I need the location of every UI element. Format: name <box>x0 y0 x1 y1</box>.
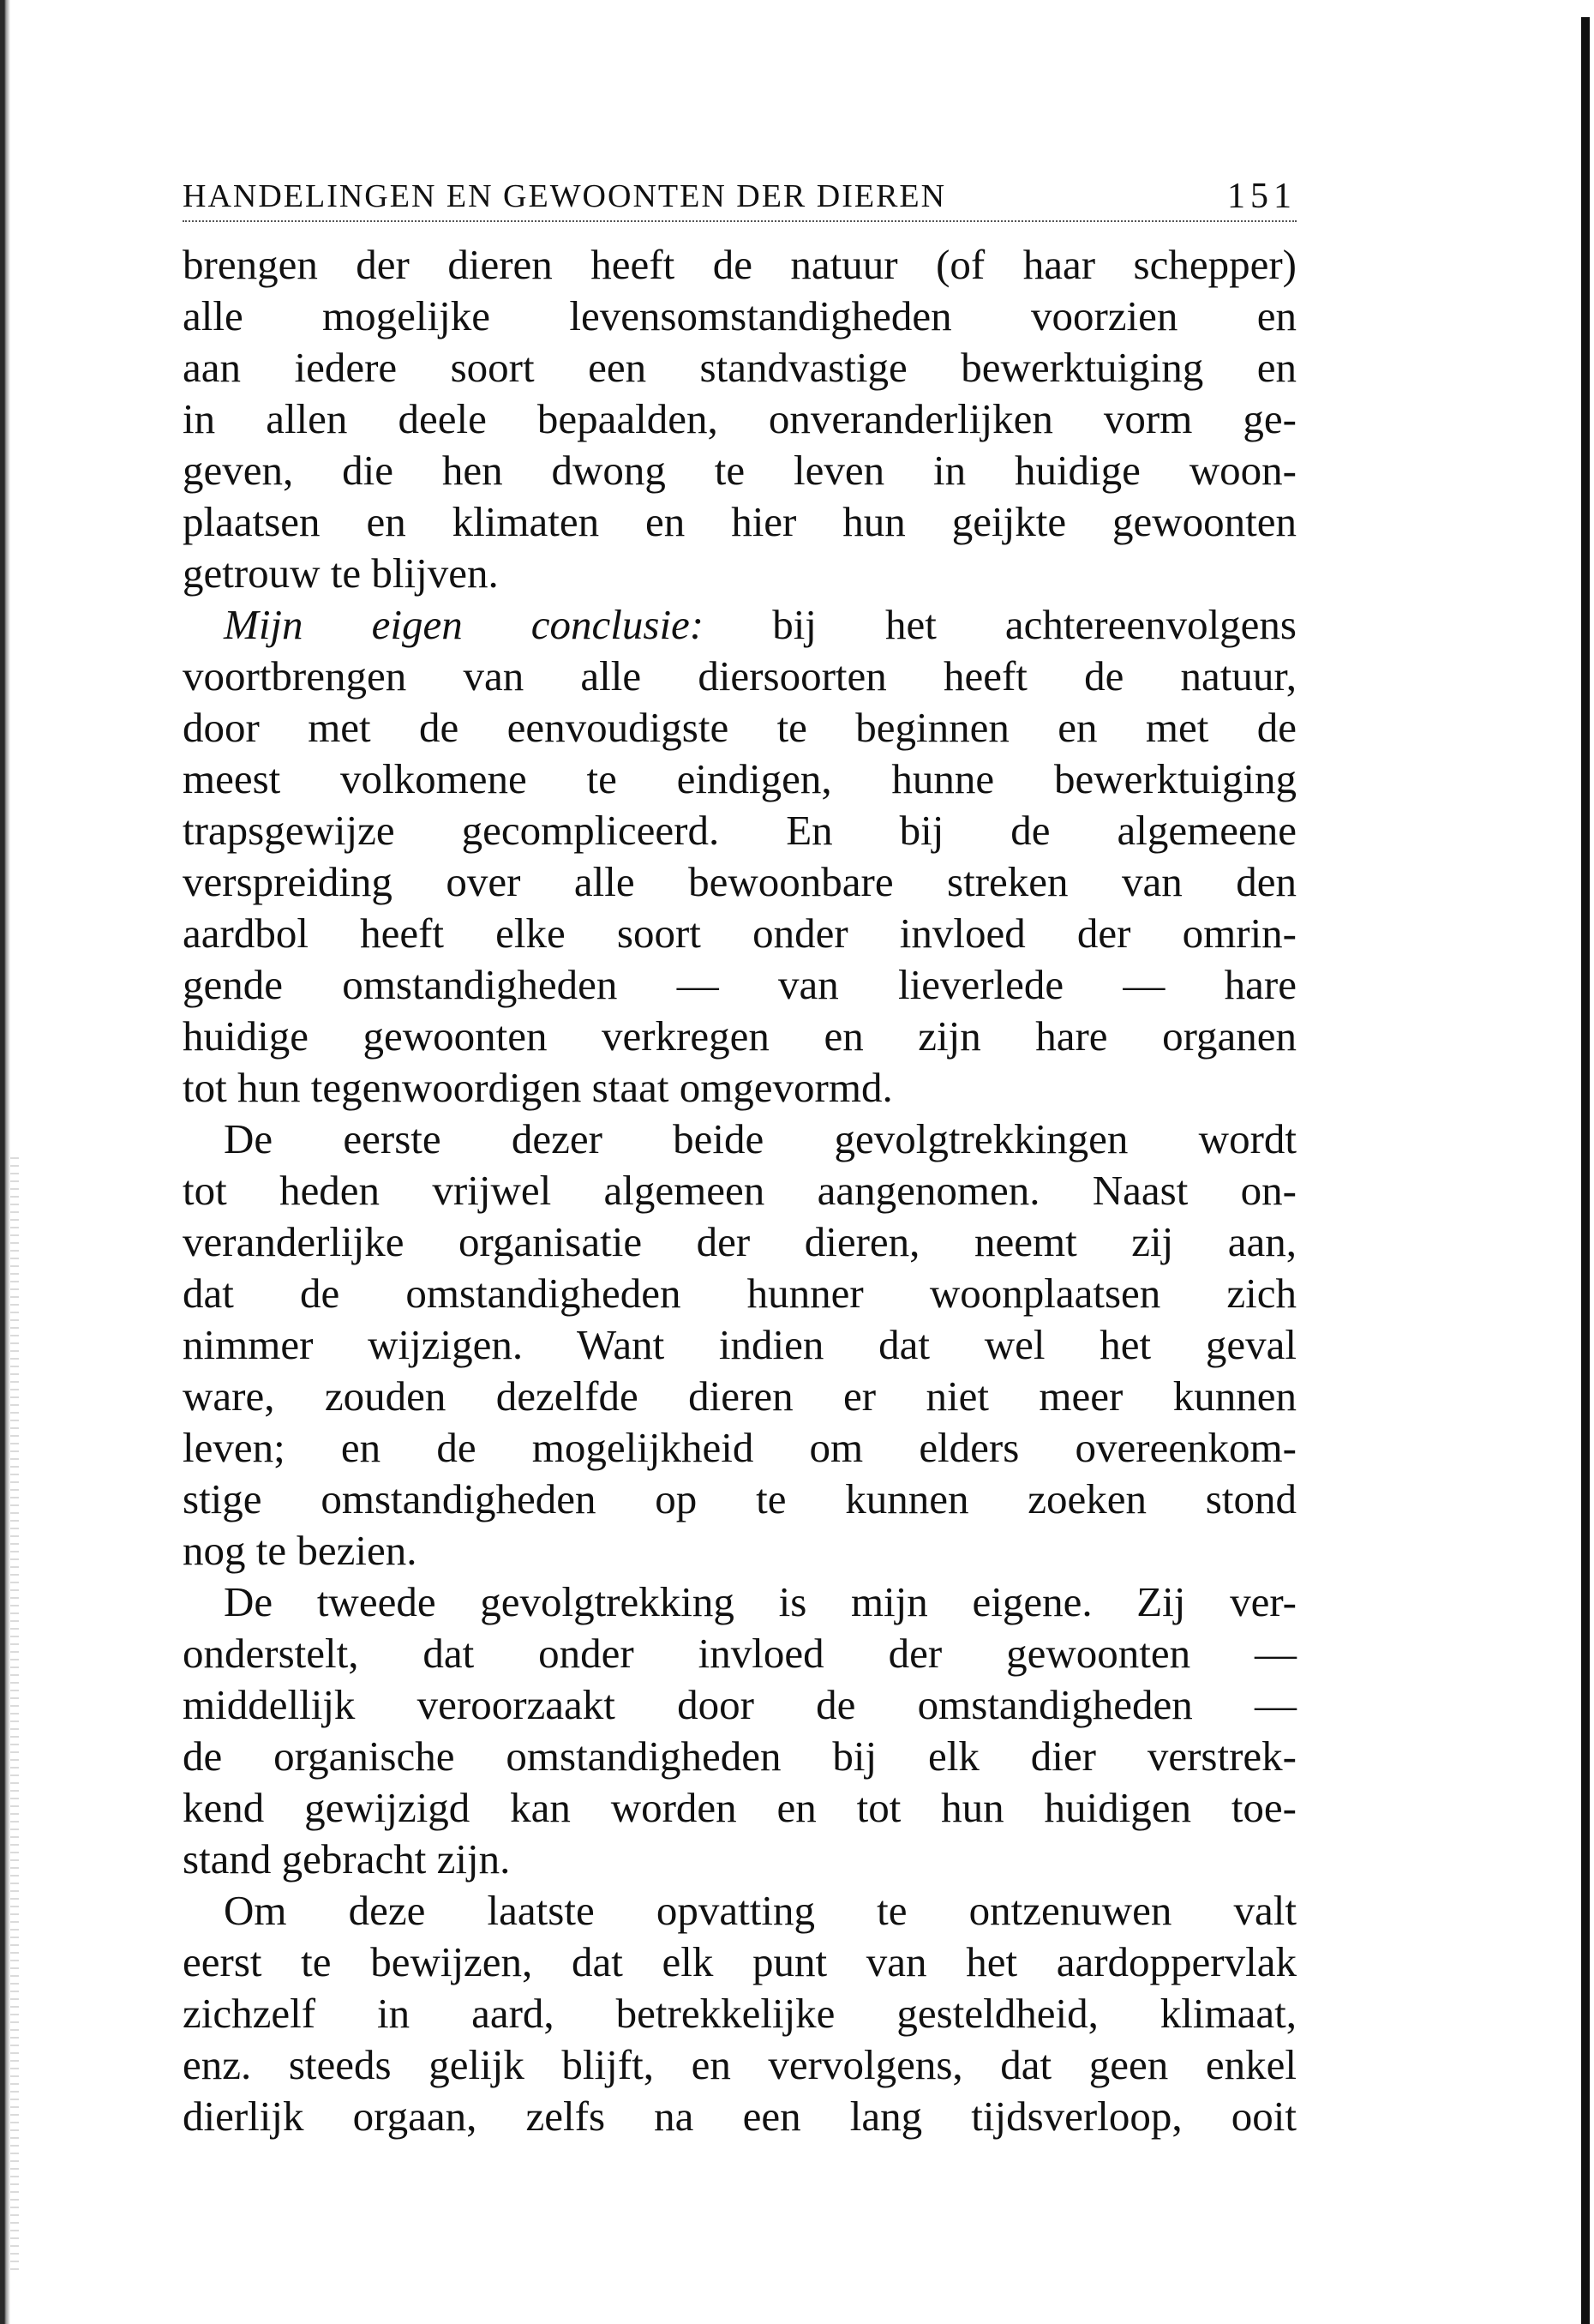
text-line: kend gewijzigd kan worden en tot hun huidigen toe- <box>183 1784 1297 1831</box>
text-line: tot hun tegenwoordigen staat omgevormd. <box>183 1064 893 1111</box>
text-line: leven; en de mogelijkheid om elders overeenkom- <box>183 1424 1297 1471</box>
text-line: huidige gewoonten verkregen en zijn hare organen <box>183 1012 1297 1060</box>
text-line: Om deze laatste opvatting te ontzenuwen valt <box>224 1887 1297 1934</box>
text-line: De tweede gevolgtrekking is mijn eigene. Zij ver- <box>224 1578 1297 1625</box>
body-text <box>183 239 1297 2142</box>
book-page <box>183 176 1297 2142</box>
text-line: dierlijk orgaan, zelfs na een lang tijdsverloop, ooit <box>183 2093 1297 2140</box>
page-scan-edge <box>1581 17 1590 2324</box>
italic-phrase: Mijn eigen conclusie: <box>224 601 704 648</box>
text-line: enz. steeds gelijk blijft, en vervolgens, dat geen enkel <box>183 2041 1297 2088</box>
text-line: verspreiding over alle bewoonbare streken van den <box>183 858 1297 905</box>
running-head-title: HANDELINGEN EN GEWOONTEN DER DIEREN <box>183 178 947 214</box>
page-binding-texture <box>10 1157 19 2272</box>
text-line: alle mogelijke levensomstandigheden voorzien en <box>183 292 1297 339</box>
text-line: eerst te bewijzen, dat elk punt van het aardoppervlak <box>183 1938 1297 1985</box>
text-line: dat de omstandigheden hunner woonplaatsen zich <box>183 1270 1297 1317</box>
text-line: veranderlijke organisatie der dieren, neemt zij aan, <box>183 1218 1297 1265</box>
text-line: ware, zouden dezelfde dieren er niet meer kunnen <box>183 1372 1297 1420</box>
text-line: brengen der dieren heeft de natuur (of haar schepper) <box>183 241 1297 288</box>
text-line: Mijn eigen conclusie: bij het achtereenvolgens <box>224 601 1297 648</box>
text-line: De eerste dezer beide gevolgtrekkingen wordt <box>224 1115 1297 1162</box>
text-line: getrouw te blijven. <box>183 549 499 597</box>
running-head <box>183 176 1297 225</box>
text-line: plaatsen en klimaten en hier hun geijkte gewoonten <box>183 498 1297 545</box>
text-line: meest volkomene te eindigen, hunne bewerktuiging <box>183 755 1297 802</box>
text-line: onderstelt, dat onder invloed der gewoonten — <box>183 1630 1297 1677</box>
running-head-rule <box>183 220 1297 222</box>
text-line: aan iedere soort een standvastige bewerktuiging en <box>183 344 1297 391</box>
page-number: 151 <box>1227 177 1297 216</box>
text-line: trapsgewijze gecompliceerd. En bij de algemeene <box>183 807 1297 854</box>
text-line: nimmer wijzigen. Want indien dat wel het geval <box>183 1321 1297 1368</box>
text-line: door met de eenvoudigste te beginnen en met de <box>183 704 1297 751</box>
text-line: middellijk veroorzaakt door de omstandigheden — <box>183 1681 1297 1728</box>
text-line: stand gebracht zijn. <box>183 1835 511 1883</box>
text-line: zichzelf in aard, betrekkelijke gesteldheid, klimaat, <box>183 1990 1297 2037</box>
text-line: in allen deele bepaalden, onveranderlijken vorm ge- <box>183 395 1297 442</box>
text-line: gende omstandigheden — van lieverlede — hare <box>183 961 1297 1008</box>
text-line: geven, die hen dwong te leven in huidige woon- <box>183 447 1297 494</box>
text-line: de organische omstandigheden bij elk dier verstrek- <box>183 1732 1297 1780</box>
text-line: voortbrengen van alle diersoorten heeft de natuur, <box>183 652 1297 700</box>
text-line: aardbol heeft elke soort onder invloed der omrin- <box>183 910 1297 957</box>
text-line: stige omstandigheden op te kunnen zoeken stond <box>183 1475 1297 1522</box>
page-binding-edge <box>0 0 10 2324</box>
text-line: tot heden vrijwel algemeen aangenomen. Naast on- <box>183 1167 1297 1214</box>
text-line: nog te bezien. <box>183 1527 417 1574</box>
